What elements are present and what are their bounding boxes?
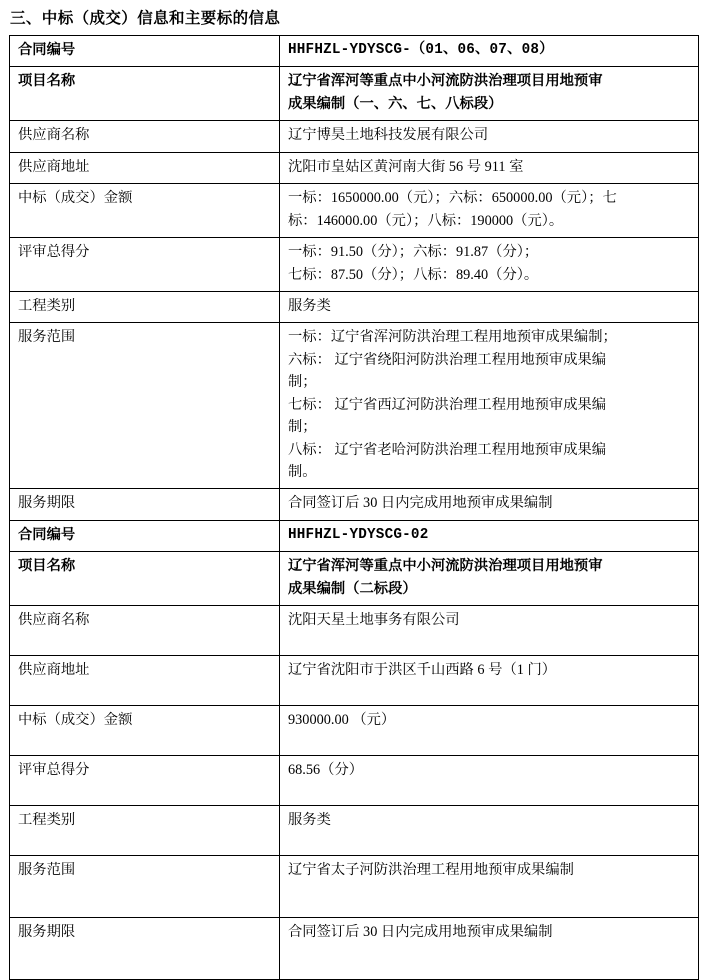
project-name-2-line-2: 成果编制（二标段）	[288, 580, 417, 597]
table-row	[10, 152, 699, 183]
row-value-project-category-1: 服务类	[280, 291, 699, 322]
row-label-project-category-1: 工程类别	[10, 291, 280, 322]
row-label-contract-no-2: 合同编号	[10, 520, 280, 551]
award-amount-line-1: 一标：1650000.00（元）；六标：650000.00（元）；七	[288, 190, 617, 207]
row-label-supplier-name-1: 供应商名称	[10, 121, 280, 152]
project-name-2-line-1: 辽宁省浑河等重点中小河流防洪治理项目用地预审	[288, 558, 603, 575]
row-value-total-score-2: 68.56（分）	[280, 756, 699, 806]
row-value-total-score-1	[280, 238, 699, 292]
row-value-supplier-name-1: 辽宁博昊土地科技发展有限公司	[280, 121, 699, 152]
row-value-service-period-2: 合同签订后 30 日内完成用地预审成果编制	[280, 918, 699, 980]
table-row	[10, 706, 699, 756]
award-amount-line-2: 标：146000.00（元）；八标：190000（元）。	[288, 212, 564, 229]
table-row	[10, 36, 699, 67]
row-label-total-score-1: 评审总得分	[10, 238, 280, 292]
service-scope-line-7: 制。	[288, 464, 317, 480]
table-row	[10, 606, 699, 656]
total-score-line-1: 一标：91.50（分）；六标：91.87（分）；	[288, 244, 539, 261]
table-row	[10, 323, 699, 489]
project-name-line-1: 辽宁省浑河等重点中小河流防洪治理项目用地预审	[288, 73, 603, 90]
row-label-project-name-2: 项目名称	[10, 552, 280, 606]
table-row	[10, 489, 699, 520]
table-row	[10, 552, 699, 606]
table-row	[10, 520, 699, 551]
award-info-table	[9, 35, 699, 980]
row-label-service-scope-1: 服务范围	[10, 323, 280, 489]
project-name-line-2: 成果编制（一、六、七、八标段）	[288, 95, 503, 112]
row-label-supplier-address-1: 供应商地址	[10, 152, 280, 183]
row-label-award-amount-1: 中标（成交）金额	[10, 184, 280, 238]
service-scope-line-6: 八标： 辽宁省老哈河防洪治理工程用地预审成果编	[288, 441, 607, 458]
row-label-supplier-address-2: 供应商地址	[10, 656, 280, 706]
table-row	[10, 856, 699, 918]
table-row	[10, 806, 699, 856]
row-value-supplier-address-2: 辽宁省沈阳市于洪区千山西路 6 号（1 门）	[280, 656, 699, 706]
row-value-contract-no-2: HHFHZL-YDYSCG-02	[280, 520, 699, 551]
row-label-award-amount-2: 中标（成交）金额	[10, 706, 280, 756]
row-label-project-name-1: 项目名称	[10, 67, 280, 121]
table-row	[10, 238, 699, 292]
row-value-project-name-1	[280, 67, 699, 121]
row-label-supplier-name-2: 供应商名称	[10, 606, 280, 656]
table-row	[10, 918, 699, 980]
row-value-award-amount-2: 930000.00 （元）	[280, 706, 699, 756]
table-row	[10, 121, 699, 152]
row-value-service-scope-1	[280, 323, 699, 489]
row-label-service-scope-2: 服务范围	[10, 856, 280, 918]
row-value-project-category-2: 服务类	[280, 806, 699, 856]
table-row	[10, 291, 699, 322]
row-value-award-amount-1	[280, 184, 699, 238]
service-scope-line-3: 制；	[288, 374, 317, 391]
row-label-contract-no-1: 合同编号	[10, 36, 280, 67]
row-label-total-score-2: 评审总得分	[10, 756, 280, 806]
row-value-project-name-2	[280, 552, 699, 606]
service-scope-line-4: 七标： 辽宁省西辽河防洪治理工程用地预审成果编	[288, 396, 607, 413]
service-scope-line-1: 一标：辽宁省浑河防洪治理工程用地预审成果编制；	[288, 329, 617, 346]
table-row	[10, 756, 699, 806]
row-value-supplier-address-1: 沈阳市皇姑区黄河南大街 56 号 911 室	[280, 152, 699, 183]
row-value-service-scope-2: 辽宁省太子河防洪治理工程用地预审成果编制	[280, 856, 699, 918]
service-scope-line-2: 六标： 辽宁省绕阳河防洪治理工程用地预审成果编	[288, 351, 607, 368]
service-scope-line-5: 制；	[288, 419, 317, 436]
row-label-service-period-1: 服务期限	[10, 489, 280, 520]
table-row	[10, 184, 699, 238]
table-row	[10, 67, 699, 121]
row-value-service-period-1: 合同签订后 30 日内完成用地预审成果编制	[280, 489, 699, 520]
total-score-line-2: 七标：87.50（分）；八标：89.40（分）。	[288, 266, 539, 283]
row-label-project-category-2: 工程类别	[10, 806, 280, 856]
row-value-contract-no-1: HHFHZL-YDYSCG-（01、06、07、08）	[280, 36, 699, 67]
page-title: 三、中标（成交）信息和主要标的信息	[10, 10, 281, 27]
row-label-service-period-2: 服务期限	[10, 918, 280, 980]
table-row	[10, 656, 699, 706]
row-value-supplier-name-2: 沈阳天星土地事务有限公司	[280, 606, 699, 656]
